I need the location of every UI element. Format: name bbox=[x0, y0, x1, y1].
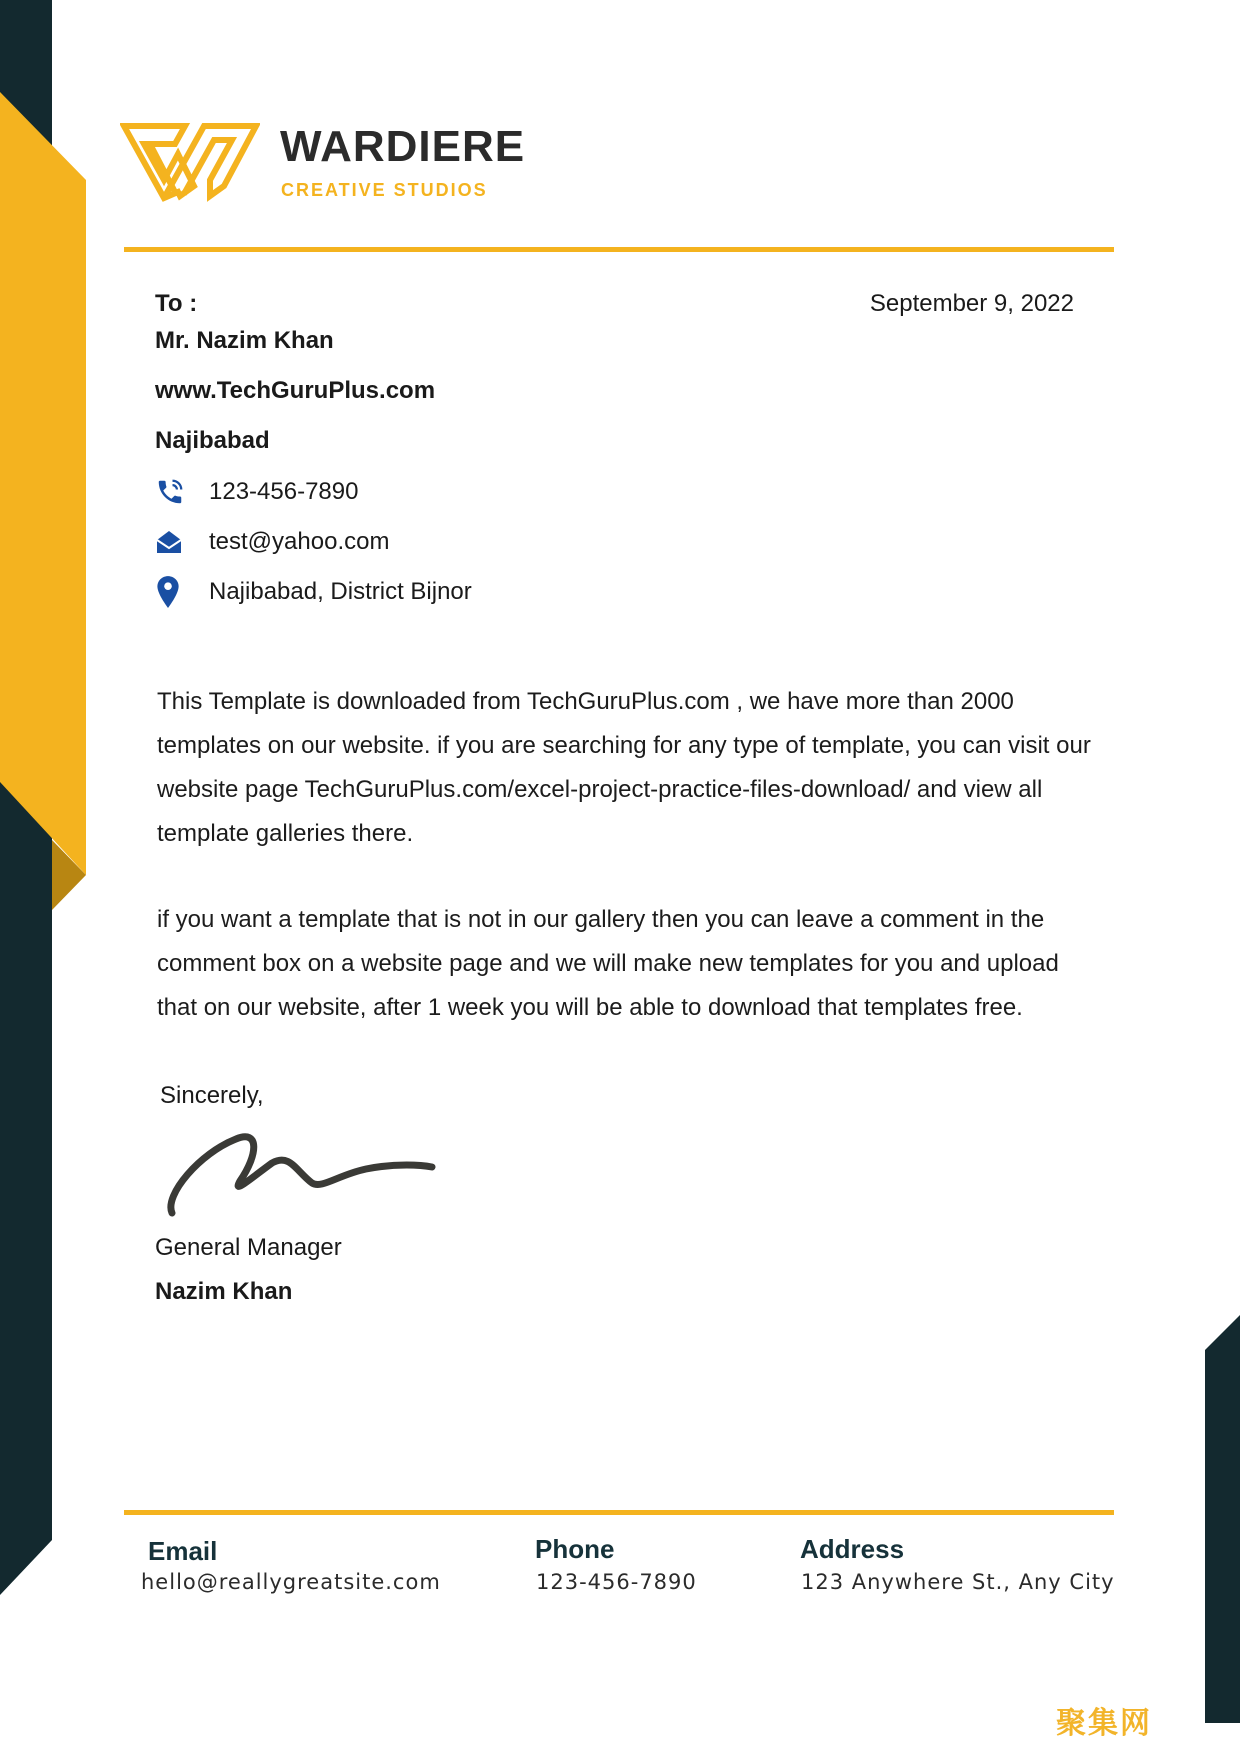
location-pin-icon bbox=[155, 574, 187, 610]
recipient-website: www.TechGuruPlus.com bbox=[155, 377, 436, 404]
contact-address-row bbox=[155, 572, 472, 612]
envelope-icon bbox=[155, 524, 187, 560]
paragraph-1: This Template is downloaded from TechGuruPlus.com , we have more than 2000 templates on our website. if you are searching for any type of template, you can visit our website page TechGuruPlus.com/excel-project-practice-files-download/ and view all template galleries there. bbox=[157, 688, 1091, 847]
contact-phone: 123-456-7890 bbox=[209, 478, 359, 505]
phone-icon bbox=[155, 474, 187, 510]
contact-email: test@yahoo.com bbox=[209, 528, 390, 555]
to-label: To : bbox=[155, 290, 198, 317]
contact-phone-row bbox=[155, 472, 359, 512]
contact-email-row bbox=[155, 522, 390, 562]
footer-email-label: Email bbox=[148, 1536, 218, 1566]
brand-name: WARDIERE bbox=[280, 122, 526, 171]
signer-title: General Manager bbox=[155, 1234, 342, 1261]
left-gold-fold bbox=[52, 840, 86, 910]
signer-name: Nazim Khan bbox=[155, 1278, 293, 1305]
signature-image bbox=[160, 1125, 450, 1220]
left-dark-band bbox=[0, 0, 52, 1595]
header-rule bbox=[124, 247, 1114, 252]
recipient-name: Mr. Nazim Khan bbox=[155, 327, 334, 354]
footer-email-value[interactable]: hello@reallygreatsite.com bbox=[141, 1570, 441, 1594]
brand-tagline: CREATIVE STUDIOS bbox=[281, 180, 488, 200]
letter-date: September 9, 2022 bbox=[869, 290, 1074, 317]
footer-address-value: 123 Anywhere St., Any City bbox=[801, 1570, 1115, 1594]
letter-paragraph bbox=[157, 898, 1097, 1030]
right-dark-band bbox=[1205, 1315, 1240, 1723]
left-gold-band bbox=[0, 92, 86, 875]
wardiere-logo-icon bbox=[120, 120, 260, 202]
closing: Sincerely, bbox=[160, 1082, 264, 1109]
footer-rule bbox=[124, 1510, 1114, 1515]
footer-phone-label: Phone bbox=[535, 1534, 615, 1564]
footer-address-label: Address bbox=[800, 1534, 905, 1564]
letter-paragraph bbox=[157, 680, 1097, 856]
contact-address: Najibabad, District Bijnor bbox=[209, 578, 472, 605]
footer-phone-value: 123-456-7890 bbox=[536, 1570, 697, 1594]
paragraph-2: if you want a template that is not in our gallery then you can leave a comment in the comment box on a website page and we will make new templates for you and upload that on our website, after 1 week you will be able to download that templates free. bbox=[157, 906, 1059, 1021]
recipient-city: Najibabad bbox=[155, 427, 270, 454]
watermark: 聚集网 bbox=[1056, 1707, 1152, 1740]
